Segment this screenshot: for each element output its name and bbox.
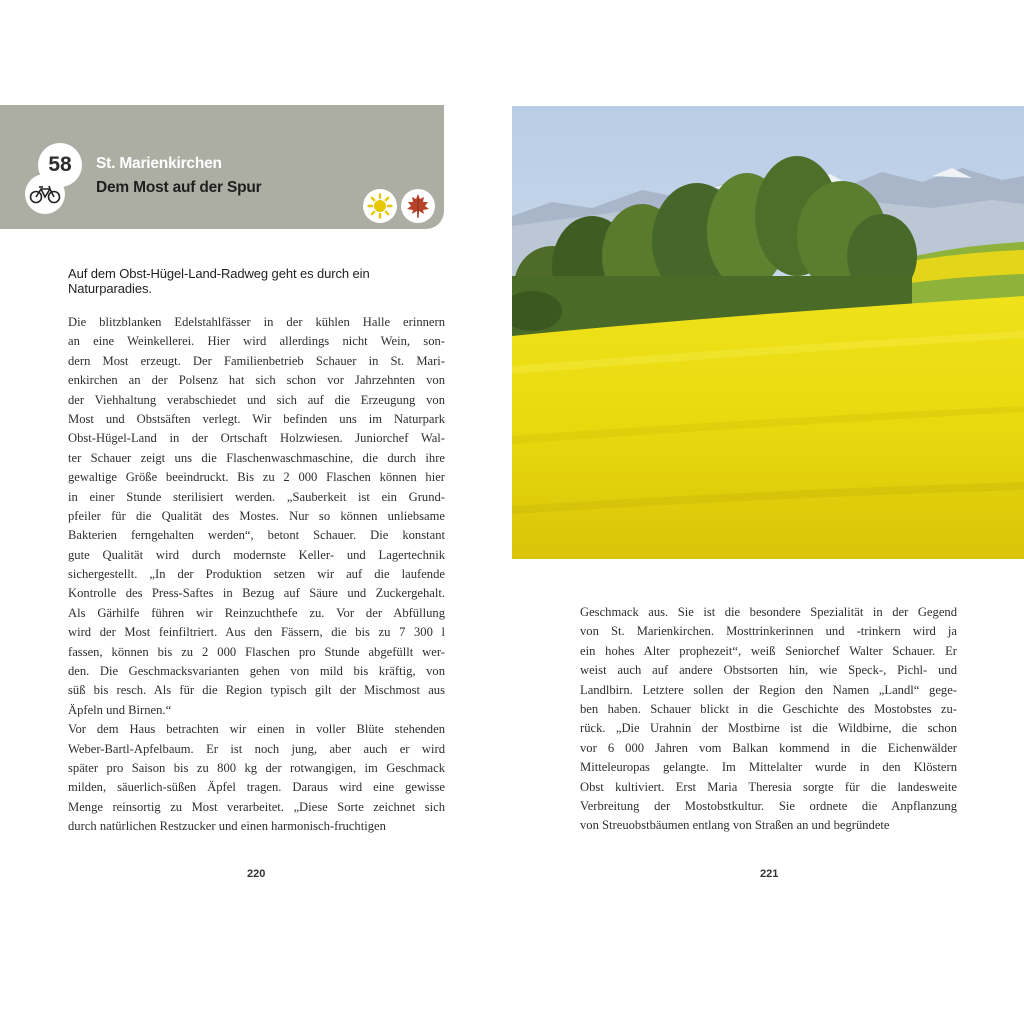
text-line: Äpfeln und Birnen.“ (68, 702, 172, 717)
text-line: der Viehhaltung verabschiedet und sich auf die Erzeugung von (68, 392, 445, 407)
text-line: Geschmack aus. Sie ist die besondere Spezialität in der Gegend (580, 605, 957, 619)
tour-title: Dem Most auf der Spur (96, 179, 262, 196)
text-line: von Streuobstbäumen entlang von Straßen an und begründete (580, 818, 890, 833)
text-line: milden, säuerlich-süßen Äpfel tragen. Daraus wird eine gewisse (68, 780, 445, 795)
text-line: pfeiler für die Qualität des Mostes. Nur so können unliebsame (68, 508, 445, 523)
text-line: an eine Weinkellerei. Hier wird allerdings nicht Wein, son- (68, 334, 445, 349)
text-line: fassen, können bis zu 2 000 Flaschen pro Stunde abgefüllt wer- (68, 644, 445, 659)
text-line: dern Most erzeugt. Der Familienbetrieb Schauer in St. Mari- (68, 353, 445, 368)
text-line: vor 6 000 Jahren vom Balkan kommend in die Eichenwälder (580, 740, 957, 755)
tour-place: St. Marienkirchen (96, 155, 222, 172)
text-line: Vor dem Haus betrachten wir einen in voller Blüte stehenden (68, 722, 445, 737)
text-line: Kontrolle des Press-Saftes in Bezug auf Säure und Zuckergehalt. (68, 586, 445, 601)
text-line: gewaltige Größe beeindruckt. Bis zu 2 000 Flaschen können hier (68, 470, 445, 485)
text-line: gute Qualität wird durch modernste Keller- und Lagertechnik (68, 547, 445, 562)
sun-icon (363, 189, 397, 223)
text-line: Menge reinsortig zu Most verarbeitet. „Diese Sorte zeichnet sich (68, 799, 445, 814)
text-line: Obst kultiviert. Erst Maria Theresia sorgte für die landesweite (580, 779, 957, 794)
autumn-leaf-icon (401, 189, 435, 223)
text-line: später pro Saison bis zu 800 kg der rotwangigen, im Geschmack (68, 760, 445, 775)
text-line: wird der Most feinfiltriert. Aus den Fässern, die bis zu 7 300 l (68, 625, 445, 640)
text-line: Obst-Hügel-Land in der Ortschaft Holzwiesen. Juniorchef Wal- (68, 431, 445, 446)
text-line: durch natürlichen Restzucker und einen harmonisch-fruchtigen (68, 819, 386, 834)
text-line: Verbreitung der Mostobstkultur. Sie ordnete die Anpflanzung (580, 798, 957, 813)
bicycle-icon (25, 174, 65, 214)
text-line: in einer Stunde sterilisiert werden. „Sauberkeit ist ein Grund- (68, 489, 445, 504)
text-line: enkirchen an der Polsenz hat sich schon vor Jahrzehnten von (68, 373, 445, 388)
text-line: ben haben. Schauer blickt in die Geschichte des Mostobstes zu- (580, 701, 957, 716)
text-line: süß bis resch. Als für die Region typisch gilt der Mischmost aus (68, 683, 445, 698)
lead-paragraph: Auf dem Obst-Hügel-Land-Radweg geht es durch ein Naturparadies. (68, 266, 370, 296)
text-line: ein hohes Alter prophezeit“, weiß Seniorchef Walter Schauer. Er (580, 643, 957, 658)
page-number-right: 221 (760, 868, 779, 880)
text-line: von St. Marienkirchen. Mosttrinkerinnen und -trinkern wird ja (580, 624, 957, 639)
page-number-left: 220 (247, 868, 266, 880)
text-line: rück. „Die Urahnin der Mostbirne ist die Wildbirne, die schon (580, 721, 957, 736)
text-line: Most und Obstsäften verlegt. Wir befinden uns im Naturpark (68, 411, 445, 426)
text-line: Als Gärhilfe führen wir Reinzuchthefe zu. Vor der Abfüllung (68, 605, 445, 620)
text-line: weist auch auf andere Obstsorten hin, wie Speck-, Pichl- und (580, 663, 957, 678)
text-line: Bakterien ferngehalten werden“, betont Schauer. Die konstant (68, 528, 445, 543)
left-body-text (68, 313, 445, 837)
text-line: den. Die Geschmacksvarianten gehen von mild bis kräftig, von (68, 664, 445, 679)
text-line: sichergestellt. „In der Produktion setzen wir auf die laufende (68, 567, 445, 582)
rapeseed-field-photo (512, 106, 1024, 559)
text-line: ter Schauer zeigt uns die Flaschenwaschmaschine, die durch ihre (68, 450, 445, 465)
text-line: Mitteleuropas gelangte. Im Mittelalter wurde in den Klöstern (580, 760, 957, 775)
text-line: Weber-Bartl-Apfelbaum. Er ist noch jung, aber auch er wird (68, 741, 445, 756)
text-line: Die blitzblanken Edelstahlfässer in der kühlen Halle erinnern (68, 315, 445, 329)
right-body-text (580, 603, 957, 836)
tour-number-badge: 58 (38, 143, 82, 187)
text-line: Landlbirn. Letztere sollen der Region den Namen „Landl“ gege- (580, 682, 957, 697)
